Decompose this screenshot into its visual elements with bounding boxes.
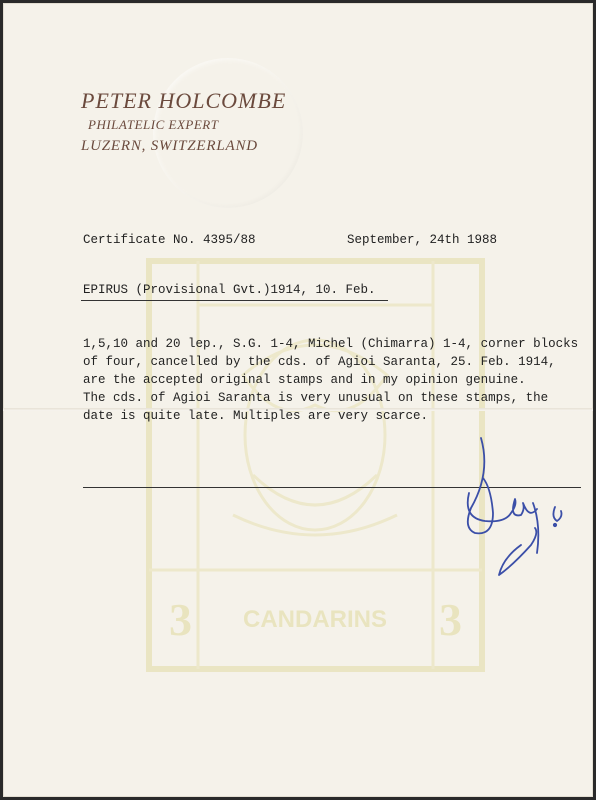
body-line: are the accepted original stamps and in my opinion genuine. <box>83 373 526 387</box>
letterhead <box>81 88 286 156</box>
certificate-date: September, 24th 1988 <box>347 233 498 247</box>
expert-title: PHILATELIC EXPERT <box>88 117 219 132</box>
subject-rule <box>81 300 388 301</box>
certificate-number: Certificate No. 4395/88 <box>83 233 256 247</box>
expert-name: PETER HOLCOMBE <box>81 88 287 113</box>
body-line: date is quite late. Multiples are very scarce. <box>83 409 429 423</box>
handwritten-signature <box>433 433 573 583</box>
body-line: of four, cancelled by the cds. of Agioi Saranta, 25. Feb. 1914, <box>83 355 556 369</box>
certificate-sheet <box>3 3 593 797</box>
watermark-numeral-right: 3 <box>439 594 462 645</box>
watermark-numeral-left: 3 <box>169 594 192 645</box>
certificate-subject: EPIRUS (Provisional Gvt.)1914, 10. Feb. <box>83 283 376 297</box>
watermark-word: CANDARINS <box>243 606 387 633</box>
body-line: 1,5,10 and 20 lep., S.G. 1-4, Michel (Chimarra) 1-4, corner blocks <box>83 337 579 351</box>
body-line: The cds. of Agioi Saranta is very unusual on these stamps, the <box>83 391 549 405</box>
expert-city: LUZERN, SWITZERLAND <box>81 138 258 154</box>
